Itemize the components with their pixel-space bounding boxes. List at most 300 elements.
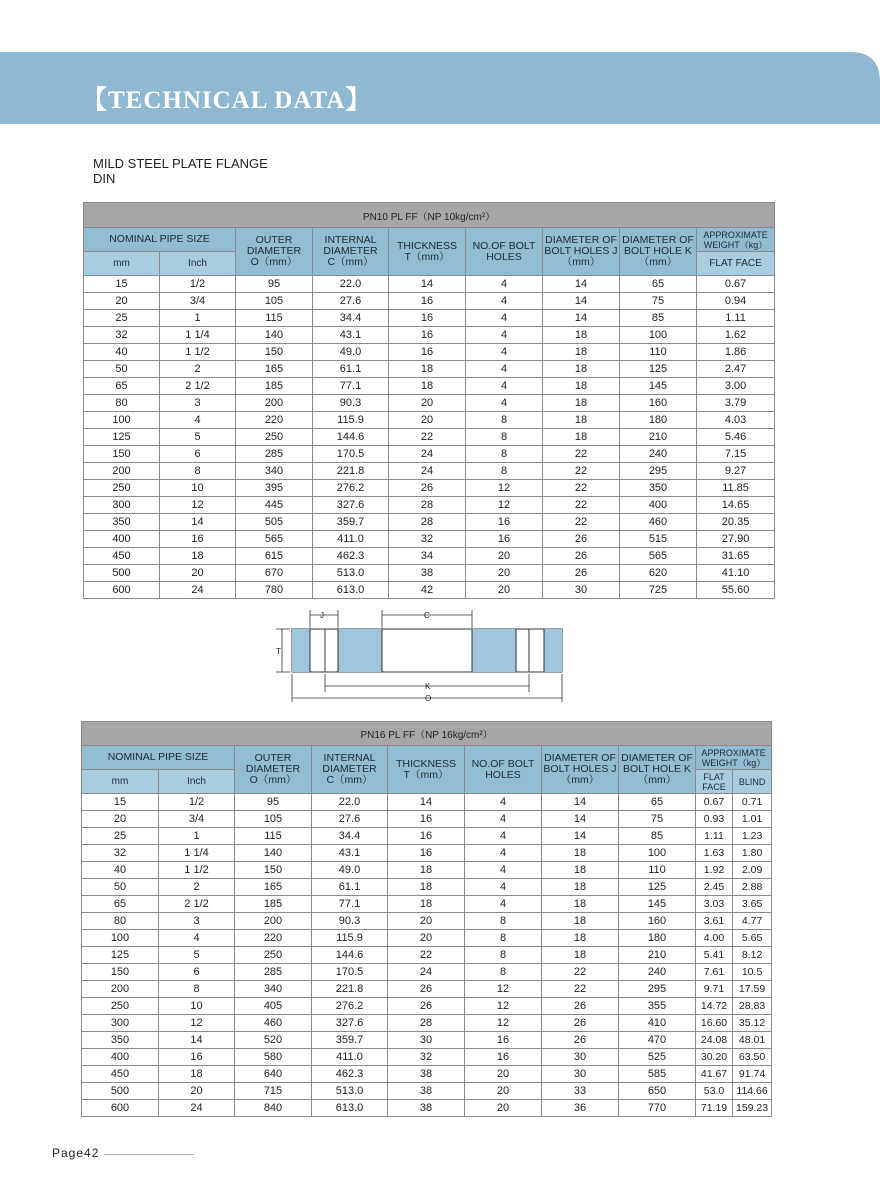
table-cell: 400 — [82, 1049, 159, 1066]
table-cell: 61.1 — [312, 879, 388, 896]
table-cell: 300 — [82, 1015, 159, 1032]
table-cell: 200 — [235, 913, 312, 930]
table-cell: 28 — [389, 514, 466, 531]
table-cell: 150 — [84, 446, 160, 463]
table-cell: 34.4 — [313, 310, 389, 327]
table-cell: 20 — [465, 1066, 542, 1083]
table-cell: 585 — [619, 1066, 696, 1083]
table-cell: 20 — [465, 1083, 542, 1100]
table-cell: 2 — [160, 361, 236, 378]
table-cell: 24 — [388, 964, 465, 981]
table-cell: 3.03 — [696, 896, 733, 913]
table-cell: 0.67 — [697, 276, 775, 293]
table-cell: 10.5 — [733, 964, 772, 981]
table-cell: 24 — [389, 446, 466, 463]
header-diameter-bolt-hole-k: DIAMETER OF BOLT HOLE K（mm） — [619, 746, 696, 794]
table-cell: 32 — [84, 327, 160, 344]
table-cell: 2.45 — [696, 879, 733, 896]
table-row — [82, 930, 772, 947]
table-cell: 327.6 — [313, 497, 389, 514]
table-row — [84, 429, 775, 446]
table-cell: 6 — [160, 446, 236, 463]
table-cell: 3.65 — [733, 896, 772, 913]
table-cell: 8 — [466, 463, 543, 480]
table-cell: 18 — [542, 862, 619, 879]
header-no-of-bolt-holes: NO.OF BOLT HOLES — [465, 746, 542, 794]
table-cell: 42 — [389, 582, 466, 599]
table-cell: 55.60 — [697, 582, 775, 599]
table-cell: 16.60 — [696, 1015, 733, 1032]
table-cell: 200 — [236, 395, 313, 412]
table-cell: 0.94 — [697, 293, 775, 310]
table-cell: 27.6 — [312, 811, 388, 828]
table-cell: 4 — [465, 811, 542, 828]
table-cell: 4 — [466, 276, 543, 293]
table-cell: 14.72 — [696, 998, 733, 1015]
table-cell: 4 — [465, 879, 542, 896]
table-cell: 18 — [543, 395, 620, 412]
table-cell: 65 — [620, 276, 697, 293]
table-cell: 1/2 — [160, 276, 236, 293]
table-row — [84, 497, 775, 514]
header-inch: Inch — [160, 252, 236, 276]
table-cell: 26 — [542, 998, 619, 1015]
table-cell: 400 — [620, 497, 697, 514]
table-cell: 615 — [236, 548, 313, 565]
table-cell: 1 — [159, 828, 235, 845]
table-cell: 110 — [619, 862, 696, 879]
table-cell: 140 — [235, 845, 312, 862]
table-cell: 26 — [543, 548, 620, 565]
dimension-label-k: K — [425, 682, 431, 691]
table-cell: 170.5 — [312, 964, 388, 981]
table-cell: 27.90 — [697, 531, 775, 548]
table-row — [84, 412, 775, 429]
table-cell: 10 — [159, 998, 235, 1015]
table-cell: 350 — [84, 514, 160, 531]
header-flat-face: FLAT FACE — [696, 770, 733, 794]
dimension-label-o: O — [425, 694, 432, 703]
table-cell: 26 — [542, 1015, 619, 1032]
table-cell: 450 — [84, 548, 160, 565]
table-cell: 8 — [466, 412, 543, 429]
table-cell: 24.08 — [696, 1032, 733, 1049]
header-outer-diameter: OUTER DIAMETER O（mm） — [236, 228, 313, 276]
table-cell: 40 — [84, 344, 160, 361]
table-cell: 50 — [84, 361, 160, 378]
header-no-of-bolt-holes: NO.OF BOLT HOLES — [466, 228, 543, 276]
table-cell: 14 — [543, 276, 620, 293]
table-cell: 100 — [619, 845, 696, 862]
table-cell: 16 — [466, 514, 543, 531]
table-cell: 115 — [235, 828, 312, 845]
table-cell: 580 — [235, 1049, 312, 1066]
table-cell: 221.8 — [312, 981, 388, 998]
header-mm: mm — [84, 252, 160, 276]
table-cell: 80 — [82, 913, 159, 930]
table-cell: 200 — [84, 463, 160, 480]
table-cell: 18 — [542, 913, 619, 930]
table-cell: 24 — [389, 463, 466, 480]
table-cell: 26 — [543, 531, 620, 548]
table-cell: 22 — [543, 446, 620, 463]
table-cell: 3/4 — [159, 811, 235, 828]
table-cell: 3.00 — [697, 378, 775, 395]
table-cell: 500 — [84, 565, 160, 582]
table-cell: 17.59 — [733, 981, 772, 998]
table-cell: 38 — [388, 1066, 465, 1083]
table-cell: 395 — [236, 480, 313, 497]
table-cell: 15 — [82, 794, 159, 811]
table-cell: 48.01 — [733, 1032, 772, 1049]
table-cell: 300 — [84, 497, 160, 514]
table-cell: 165 — [236, 361, 313, 378]
table-cell: 185 — [235, 896, 312, 913]
table-cell: 410 — [619, 1015, 696, 1032]
table-cell: 340 — [236, 463, 313, 480]
table-cell: 100 — [620, 327, 697, 344]
table-cell: 80 — [84, 395, 160, 412]
table-cell: 240 — [619, 964, 696, 981]
table-cell: 18 — [542, 896, 619, 913]
table-cell: 1.63 — [696, 845, 733, 862]
table-cell: 220 — [236, 412, 313, 429]
table-cell: 22 — [543, 514, 620, 531]
table-cell: 49.0 — [313, 344, 389, 361]
table-cell: 63.50 — [733, 1049, 772, 1066]
table-cell: 14 — [543, 293, 620, 310]
table-cell: 20 — [388, 913, 465, 930]
table-cell: 30 — [542, 1066, 619, 1083]
table-cell: 8 — [465, 913, 542, 930]
table-cell: 18 — [542, 845, 619, 862]
table-cell: 20 — [82, 811, 159, 828]
table-row — [84, 361, 775, 378]
table-cell: 65 — [82, 896, 159, 913]
flange-cross-section — [292, 629, 562, 672]
table-cell: 600 — [84, 582, 160, 599]
table-cell: 90.3 — [313, 395, 389, 412]
table-row — [82, 947, 772, 964]
table-row — [82, 1083, 772, 1100]
table-cell: 185 — [236, 378, 313, 395]
page-title: 【TECHNICAL DATA】 — [82, 87, 372, 114]
table-row — [84, 565, 775, 582]
table-cell: 445 — [236, 497, 313, 514]
table-row — [84, 531, 775, 548]
table-cell: 3 — [159, 913, 235, 930]
table-cell: 5 — [160, 429, 236, 446]
subtitle-line-1: MILD STEEL PLATE FLANGE — [93, 156, 268, 171]
header-nominal-pipe-size: NOMINAL PIPE SIZE — [84, 228, 236, 252]
table-cell: 210 — [619, 947, 696, 964]
table-cell: 145 — [619, 896, 696, 913]
table-cell: 144.6 — [313, 429, 389, 446]
table-cell: 400 — [84, 531, 160, 548]
table-cell: 15 — [84, 276, 160, 293]
table-cell: 4 — [466, 395, 543, 412]
table-cell: 4 — [465, 828, 542, 845]
table-cell: 1.11 — [696, 828, 733, 845]
table-cell: 150 — [236, 344, 313, 361]
table-cell: 20 — [159, 1083, 235, 1100]
table-row — [82, 896, 772, 913]
table-cell: 250 — [236, 429, 313, 446]
table-cell: 8.12 — [733, 947, 772, 964]
table-cell: 1/2 — [159, 794, 235, 811]
table-cell: 160 — [620, 395, 697, 412]
table-row — [84, 293, 775, 310]
table-cell: 14 — [160, 514, 236, 531]
table-cell: 11.85 — [697, 480, 775, 497]
table-cell: 650 — [619, 1083, 696, 1100]
table-cell: 115.9 — [313, 412, 389, 429]
table-cell: 20 — [84, 293, 160, 310]
table-cell: 613.0 — [312, 1100, 388, 1117]
table-cell: 4 — [466, 293, 543, 310]
table-cell: 125 — [619, 879, 696, 896]
table-cell: 350 — [620, 480, 697, 497]
table-cell: 4 — [466, 327, 543, 344]
table-cell: 12 — [466, 480, 543, 497]
table-cell: 14 — [542, 811, 619, 828]
table-cell: 16 — [389, 327, 466, 344]
dimension-label-t: T — [276, 647, 281, 656]
table-cell: 180 — [620, 412, 697, 429]
table-cell: 26 — [543, 565, 620, 582]
table-cell: 8 — [465, 964, 542, 981]
header-flat-face: FLAT FACE — [697, 252, 775, 276]
table-cell: 240 — [620, 446, 697, 463]
table-caption: PN16 PL FF（NP 16kg/cm²） — [82, 722, 772, 746]
table-cell: 470 — [619, 1032, 696, 1049]
table-cell: 25 — [84, 310, 160, 327]
table-cell: 28 — [389, 497, 466, 514]
table-cell: 2.47 — [697, 361, 775, 378]
table-row — [82, 1049, 772, 1066]
table-cell: 640 — [235, 1066, 312, 1083]
header-thickness: THICKNESS T（mm） — [388, 746, 465, 794]
table-row — [84, 548, 775, 565]
table-cell: 5.65 — [733, 930, 772, 947]
table-cell: 3 — [160, 395, 236, 412]
table-row — [82, 828, 772, 845]
table-cell: 18 — [542, 930, 619, 947]
table-cell: 38 — [388, 1100, 465, 1117]
table-cell: 24 — [160, 582, 236, 599]
table-cell: 4 — [466, 361, 543, 378]
table-row — [84, 463, 775, 480]
table-cell: 670 — [236, 565, 313, 582]
table-cell: 18 — [542, 879, 619, 896]
table-cell: 2 1/2 — [160, 378, 236, 395]
table-cell: 20 — [160, 565, 236, 582]
table-cell: 49.0 — [312, 862, 388, 879]
table-row — [82, 1015, 772, 1032]
table-cell: 250 — [235, 947, 312, 964]
table-cell: 105 — [236, 293, 313, 310]
table-cell: 28.83 — [733, 998, 772, 1015]
table-cell: 75 — [620, 293, 697, 310]
table-cell: 565 — [620, 548, 697, 565]
table-cell: 20.35 — [697, 514, 775, 531]
table-row — [82, 879, 772, 896]
table-cell: 4.03 — [697, 412, 775, 429]
table-cell: 159.23 — [733, 1100, 772, 1117]
table-row — [82, 811, 772, 828]
table-cell: 4 — [465, 896, 542, 913]
table-cell: 20 — [388, 930, 465, 947]
table-cell: 1 — [160, 310, 236, 327]
table-cell: 359.7 — [312, 1032, 388, 1049]
table-cell: 1.86 — [697, 344, 775, 361]
table-cell: 105 — [235, 811, 312, 828]
table-row — [82, 862, 772, 879]
table-cell: 140 — [236, 327, 313, 344]
table-cell: 4.00 — [696, 930, 733, 947]
table-cell: 340 — [235, 981, 312, 998]
table-cell: 160 — [619, 913, 696, 930]
table-cell: 462.3 — [313, 548, 389, 565]
table-cell: 53.0 — [696, 1083, 733, 1100]
table-cell: 110 — [620, 344, 697, 361]
table-cell: 9.71 — [696, 981, 733, 998]
header-diameter-bolt-holes-j: DIAMETER OF BOLT HOLES J（mm） — [542, 746, 619, 794]
table-cell: 1.11 — [697, 310, 775, 327]
table-cell: 10 — [160, 480, 236, 497]
table-cell: 22.0 — [312, 794, 388, 811]
table-cell: 85 — [619, 828, 696, 845]
table-cell: 18 — [543, 378, 620, 395]
table-cell: 4 — [466, 310, 543, 327]
table-cell: 125 — [82, 947, 159, 964]
table-cell: 22 — [542, 964, 619, 981]
footer-divider — [104, 1154, 194, 1155]
table-cell: 170.5 — [313, 446, 389, 463]
table-cell: 150 — [235, 862, 312, 879]
table-cell: 165 — [235, 879, 312, 896]
table-cell: 145 — [620, 378, 697, 395]
table-cell: 4 — [465, 862, 542, 879]
table-cell: 1.01 — [733, 811, 772, 828]
table-cell: 0.93 — [696, 811, 733, 828]
table-cell: 61.1 — [313, 361, 389, 378]
table-cell: 2 — [159, 879, 235, 896]
table-cell: 1.62 — [697, 327, 775, 344]
table-cell: 16 — [389, 310, 466, 327]
table-cell: 150 — [82, 964, 159, 981]
table-cell: 18 — [159, 1066, 235, 1083]
table-cell: 18 — [388, 862, 465, 879]
table-cell: 22 — [543, 463, 620, 480]
table-cell: 22 — [388, 947, 465, 964]
table-cell: 2.09 — [733, 862, 772, 879]
table-cell: 327.6 — [312, 1015, 388, 1032]
table-cell: 16 — [160, 531, 236, 548]
table-cell: 71.19 — [696, 1100, 733, 1117]
table-cell: 14.65 — [697, 497, 775, 514]
table-cell: 20 — [466, 548, 543, 565]
table-cell: 95 — [235, 794, 312, 811]
table-cell: 18 — [543, 412, 620, 429]
header-nominal-pipe-size: NOMINAL PIPE SIZE — [82, 746, 235, 770]
table-cell: 43.1 — [313, 327, 389, 344]
table-row — [82, 1066, 772, 1083]
table-row — [82, 845, 772, 862]
table-cell: 24 — [159, 1100, 235, 1117]
table-cell: 22 — [389, 429, 466, 446]
table-cell: 565 — [236, 531, 313, 548]
table-cell: 525 — [619, 1049, 696, 1066]
table-cell: 22 — [543, 480, 620, 497]
table-cell: 1.92 — [696, 862, 733, 879]
table-cell: 725 — [620, 582, 697, 599]
header-mm: mm — [82, 770, 159, 794]
table-cell: 38 — [388, 1083, 465, 1100]
table-cell: 28 — [388, 1015, 465, 1032]
table-cell: 0.67 — [696, 794, 733, 811]
header-diameter-bolt-holes-j: DIAMETER OF BOLT HOLES J（mm） — [543, 228, 620, 276]
table-cell: 32 — [389, 531, 466, 548]
table-cell: 115 — [236, 310, 313, 327]
table-cell: 18 — [160, 548, 236, 565]
table-cell: 30 — [388, 1032, 465, 1049]
table-cell: 4 — [466, 344, 543, 361]
table-cell: 221.8 — [313, 463, 389, 480]
table-cell: 20 — [389, 395, 466, 412]
table-cell: 18 — [388, 879, 465, 896]
table-cell: 32 — [82, 845, 159, 862]
table-cell: 620 — [620, 565, 697, 582]
table-cell: 500 — [82, 1083, 159, 1100]
table-cell: 12 — [465, 981, 542, 998]
table-cell: 16 — [465, 1049, 542, 1066]
table-cell: 450 — [82, 1066, 159, 1083]
table-cell: 355 — [619, 998, 696, 1015]
table-cell: 4 — [466, 378, 543, 395]
table-cell: 18 — [542, 947, 619, 964]
table-cell: 600 — [82, 1100, 159, 1117]
table-cell: 16 — [388, 845, 465, 862]
table-cell: 14 — [543, 310, 620, 327]
table-cell: 359.7 — [313, 514, 389, 531]
table-cell: 4.77 — [733, 913, 772, 930]
table-cell: 613.0 — [313, 582, 389, 599]
table-cell: 1 1/2 — [160, 344, 236, 361]
table-cell: 16 — [465, 1032, 542, 1049]
table-cell: 7.15 — [697, 446, 775, 463]
table-cell: 715 — [235, 1083, 312, 1100]
table-cell: 3.79 — [697, 395, 775, 412]
table-cell: 1 1/4 — [160, 327, 236, 344]
header-internal-diameter: INTERNAL DIAMETER C（mm） — [312, 746, 388, 794]
table-cell: 36 — [542, 1100, 619, 1117]
table-cell: 26 — [389, 480, 466, 497]
table-cell: 65 — [84, 378, 160, 395]
table-row — [82, 981, 772, 998]
table-row — [84, 514, 775, 531]
table-cell: 4 — [465, 845, 542, 862]
table-cell: 276.2 — [313, 480, 389, 497]
table-cell: 460 — [620, 514, 697, 531]
table-row — [84, 395, 775, 412]
table-cell: 0.71 — [733, 794, 772, 811]
table-cell: 77.1 — [312, 896, 388, 913]
table-cell: 405 — [235, 998, 312, 1015]
table-cell: 14 — [159, 1032, 235, 1049]
table-cell: 95 — [236, 276, 313, 293]
table-cell: 12 — [466, 497, 543, 514]
